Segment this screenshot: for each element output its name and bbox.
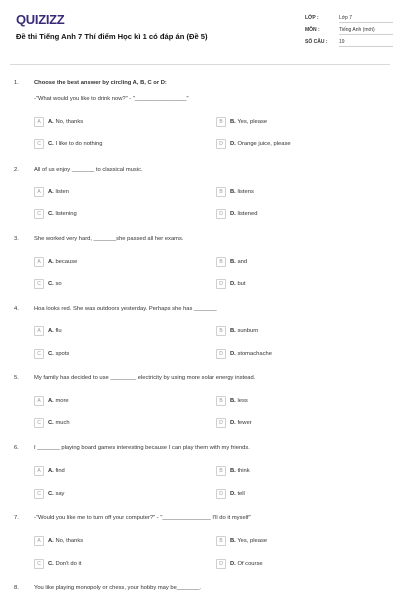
option-c[interactable] [34, 558, 81, 570]
option-d[interactable] [216, 278, 246, 290]
option-label: Don't do it [55, 561, 82, 567]
question-text: I _______ playing board games interesting because I can play them with my friends. [34, 445, 250, 451]
option-label: tell [237, 491, 245, 497]
option-box: D [216, 489, 226, 499]
option-box: A [34, 466, 44, 476]
option-c[interactable] [34, 278, 62, 290]
option-label: listens [237, 189, 254, 195]
option-label: Yes, please [237, 538, 268, 544]
option-label: think [237, 468, 250, 474]
option-letter: A. [48, 119, 54, 125]
meta-class-value: Lớp 7 [339, 13, 393, 23]
option-label: less [237, 398, 248, 404]
meta-class-label: LỚP : [305, 15, 319, 21]
option-letter: D. [230, 211, 236, 217]
option-letter: C. [48, 141, 54, 147]
option-a[interactable] [34, 465, 65, 477]
option-label: listened [237, 211, 258, 217]
worksheet-meta [305, 13, 393, 49]
option-c[interactable] [34, 208, 77, 220]
option-box: B [216, 257, 226, 267]
option-box: B [216, 117, 226, 127]
option-a[interactable] [34, 535, 83, 547]
option-b[interactable] [216, 325, 258, 337]
option-box: D [216, 209, 226, 219]
option-label: more [55, 398, 69, 404]
option-letter: B. [230, 468, 236, 474]
option-box: B [216, 326, 226, 336]
option-a[interactable] [34, 256, 77, 268]
option-c[interactable] [34, 138, 103, 150]
option-box: A [34, 326, 44, 336]
question-text: My family has decided to use ________ electricity by using more solar energy instead. [34, 375, 256, 381]
option-label: much [55, 420, 70, 426]
option-label: listen [55, 189, 69, 195]
option-label: No, thanks [55, 119, 84, 125]
question-number: 4. [14, 306, 19, 312]
option-letter: C. [48, 420, 54, 426]
question-number: 3. [14, 236, 19, 242]
option-d[interactable] [216, 488, 245, 500]
option-b[interactable] [216, 116, 267, 128]
option-d[interactable] [216, 138, 291, 150]
option-box: A [34, 396, 44, 406]
option-box: A [34, 187, 44, 197]
worksheet-title: Đề thi Tiếng Anh 7 Thí điểm Học kì 1 có đáp án (Đề 5) [16, 32, 208, 41]
option-box: C [34, 489, 44, 499]
option-letter: D. [230, 281, 236, 287]
option-box: B [216, 466, 226, 476]
meta-count-label: SỐ CÂU : [305, 39, 328, 45]
option-box: A [34, 117, 44, 127]
option-letter: B. [230, 119, 236, 125]
option-box: A [34, 257, 44, 267]
option-letter: C. [48, 561, 54, 567]
option-label: flu [55, 328, 62, 334]
option-letter: B. [230, 189, 236, 195]
question-instruction: Choose the best answer by circling A, B, C or D: [34, 80, 167, 86]
option-d[interactable] [216, 558, 263, 570]
option-d[interactable] [216, 348, 272, 360]
question-text: All of us enjoy _______ to classical music. [34, 167, 143, 173]
option-box: B [216, 187, 226, 197]
option-label: because [55, 259, 78, 265]
option-label: No, thanks [55, 538, 84, 544]
meta-class-row [305, 13, 393, 23]
option-letter: D. [230, 420, 236, 426]
option-label: Orange juice, please [237, 141, 291, 147]
option-letter: D. [230, 141, 236, 147]
option-letter: D. [230, 491, 236, 497]
option-box: C [34, 349, 44, 359]
option-letter: C. [48, 351, 54, 357]
option-a[interactable] [34, 116, 83, 128]
option-letter: B. [230, 328, 236, 334]
option-box: C [34, 209, 44, 219]
option-label: sunburn [237, 328, 259, 334]
option-box: D [216, 418, 226, 428]
option-b[interactable] [216, 186, 254, 198]
option-letter: A. [48, 189, 54, 195]
question-number: 1. [14, 80, 19, 86]
option-a[interactable] [34, 186, 69, 198]
option-b[interactable] [216, 395, 248, 407]
question-number: 6. [14, 445, 19, 451]
question-text: She worked very hard, _______she passed all her exams. [34, 236, 184, 242]
option-label: Of course [237, 561, 263, 567]
question-number: 5. [14, 375, 19, 381]
question-text: -"Would you like me to turn off your computer?" - "_______________ I'll do it myself" [34, 515, 251, 521]
question-number: 7. [14, 515, 19, 521]
option-box: C [34, 139, 44, 149]
option-letter: C. [48, 211, 54, 217]
option-a[interactable] [34, 325, 62, 337]
option-label: fewer [237, 420, 252, 426]
option-box: D [216, 349, 226, 359]
option-label: so [55, 281, 62, 287]
option-label: Yes, please [237, 119, 268, 125]
option-label: spots [55, 351, 70, 357]
meta-count-value: 19 [339, 37, 393, 47]
option-box: C [34, 559, 44, 569]
option-label: stomachache [237, 351, 272, 357]
option-c[interactable] [34, 417, 70, 429]
question-number: 2. [14, 167, 19, 173]
option-box: D [216, 279, 226, 289]
meta-count-row [305, 37, 393, 47]
option-box: B [216, 396, 226, 406]
option-label: and [237, 259, 248, 265]
option-letter: A. [48, 538, 54, 544]
option-d[interactable] [216, 417, 252, 429]
option-letter: B. [230, 398, 236, 404]
option-c[interactable] [34, 348, 69, 360]
option-letter: B. [230, 538, 236, 544]
meta-subject-row [305, 25, 393, 35]
option-box: B [216, 536, 226, 546]
question-number: 8. [14, 585, 19, 591]
question-text: -"What would you like to drink now?" - "________________" [34, 96, 189, 102]
option-b[interactable] [216, 535, 267, 547]
option-a[interactable] [34, 395, 69, 407]
option-box: D [216, 559, 226, 569]
option-d[interactable] [216, 208, 257, 220]
option-b[interactable] [216, 256, 247, 268]
option-b[interactable] [216, 465, 250, 477]
option-box: D [216, 139, 226, 149]
option-letter: D. [230, 351, 236, 357]
question-text: You like playing monopoly or chess, your hobby may be_______. [34, 585, 202, 591]
question-text: Hoa looks red. She was outdoors yesterday. Perhaps she has _______ [34, 306, 217, 312]
option-letter: B. [230, 259, 236, 265]
option-label: I like to do nothing [55, 141, 103, 147]
option-box: C [34, 418, 44, 428]
option-letter: A. [48, 398, 54, 404]
option-label: find [55, 468, 65, 474]
header-divider [10, 64, 390, 65]
option-label: listening [55, 211, 77, 217]
option-letter: A. [48, 468, 54, 474]
quizizz-logo: QUIZIZZ [16, 12, 65, 27]
option-letter: A. [48, 328, 54, 334]
meta-subject-label: MÔN : [305, 27, 320, 33]
option-box: A [34, 536, 44, 546]
option-letter: A. [48, 259, 54, 265]
option-label: but [237, 281, 246, 287]
option-letter: C. [48, 491, 54, 497]
option-letter: D. [230, 561, 236, 567]
option-box: C [34, 279, 44, 289]
meta-subject-value: Tiếng Anh (mới) [339, 25, 393, 35]
option-c[interactable] [34, 488, 64, 500]
option-letter: C. [48, 281, 54, 287]
option-label: say [55, 491, 65, 497]
